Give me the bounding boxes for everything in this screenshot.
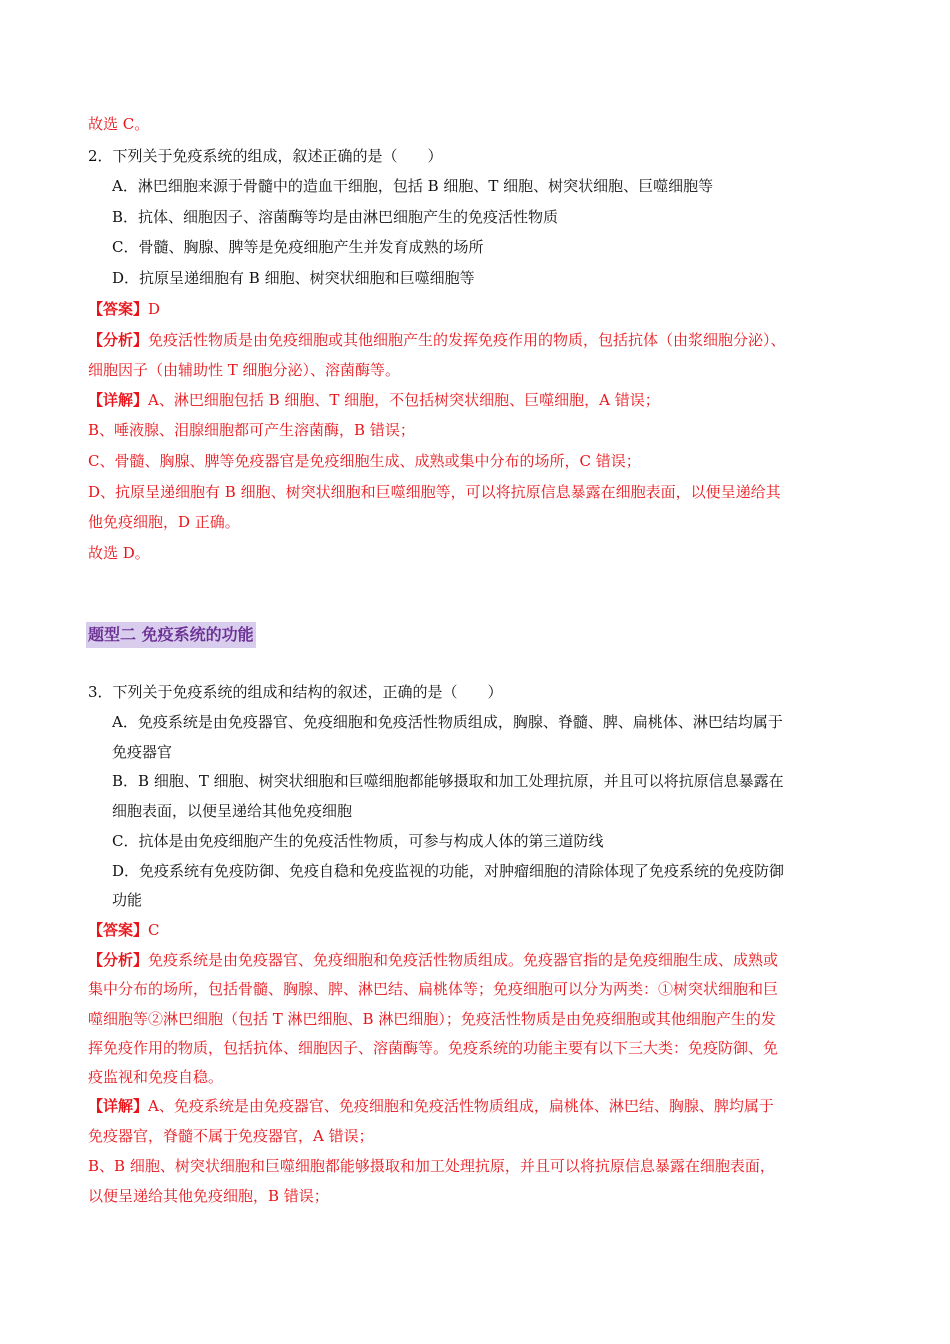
q2-stem: 2．下列关于免疫系统的组成，叙述正确的是（ ） <box>88 147 443 165</box>
q2-detail-line: B、唾液腺、泪腺细胞都可产生溶菌酶，B 错误； <box>88 421 415 439</box>
q2-analysis-line: 细胞因子（由辅助性 T 细胞分泌）、溶菌酶等。 <box>88 361 401 379</box>
q3-analysis <box>88 950 778 970</box>
q2-answer <box>88 299 160 319</box>
q3-option-c: C．抗体是由免疫细胞产生的免疫活性物质，可参与构成人体的第三道防线 <box>112 832 604 850</box>
q3-option-d: D．免疫系统有免疫防御、免疫自稳和免疫监视的功能，对肿瘤细胞的清除体现了免疫系统的免疫防御 <box>112 862 785 880</box>
q3-analysis-line: 集中分布的场所，包括骨髓、胸腺、脾、淋巴结、扁桃体等；免疫细胞可以分为两类：①树突状细胞和巨 <box>88 980 779 998</box>
detail-text: A、免疫系统是由免疫器官、免疫细胞和免疫活性物质组成，扁桃体、淋巴结、胸腺、脾均属于 <box>148 1097 774 1115</box>
q3-analysis-line: 噬细胞等②淋巴细胞（包括 T 淋巴细胞、B 淋巴细胞）；免疫活性物质是由免疫细胞或其他细胞产生的发 <box>88 1010 776 1028</box>
q3-detail-line: 以便呈递给其他免疫细胞，B 错误； <box>88 1187 329 1205</box>
analysis-tag: 【分析】 <box>88 951 149 969</box>
analysis-text: 免疫活性物质是由免疫细胞或其他细胞产生的发挥免疫作用的物质，包括抗体（由浆细胞分泌）、 <box>148 331 786 349</box>
q3-analysis-line: 疫监视和免疫自稳。 <box>88 1068 224 1086</box>
q2-detail-line: 他免疫细胞，D 正确。 <box>88 513 240 531</box>
analysis-tag: 【分析】 <box>88 331 149 349</box>
section-heading: 题型二 免疫系统的功能 <box>86 622 256 648</box>
q2-option-c: C．骨髓、胸腺、脾等是免疫细胞产生并发育成熟的场所 <box>112 238 484 256</box>
q2-analysis <box>88 330 786 350</box>
q3-option-b-cont: 细胞表面，以便呈递给其他免疫细胞 <box>112 802 353 820</box>
q3-answer <box>88 920 160 940</box>
q3-detail-line: B、B 细胞、树突状细胞和巨噬细胞都能够摄取和加工处理抗原，并且可以将抗原信息暴露在细胞表面， <box>88 1157 775 1175</box>
answer-tag: 【答案】 <box>88 921 149 939</box>
q2-detail-line: C、骨髓、胸腺、脾等免疫器官是免疫细胞生成、成熟或集中分布的场所，C 错误； <box>88 452 641 470</box>
q2-conclusion: 故选 D。 <box>88 544 150 562</box>
analysis-text: 免疫系统是由免疫器官、免疫细胞和免疫活性物质组成。免疫器官指的是免疫细胞生成、成熟或 <box>148 951 779 969</box>
detail-tag: 【详解】 <box>88 391 149 409</box>
q3-analysis-line: 挥免疫作用的物质，包括抗体、细胞因子、溶菌酶等。免疫系统的功能主要有以下三大类：免疫防御、免 <box>88 1039 779 1057</box>
q3-option-d-cont: 功能 <box>112 891 143 909</box>
detail-tag: 【详解】 <box>88 1097 149 1115</box>
detail-text: A、淋巴细胞包括 B 细胞、T 细胞，不包括树突状细胞、巨噬细胞，A 错误； <box>148 391 660 409</box>
q3-option-a: A．免疫系统是由免疫器官、免疫细胞和免疫活性物质组成，胸腺、脊髓、脾、扁桃体、淋巴结均属于 <box>112 713 783 731</box>
answer-tag: 【答案】 <box>88 300 149 318</box>
q3-detail <box>88 1096 774 1116</box>
answer-value: C <box>148 921 160 939</box>
q2-detail-line: D、抗原呈递细胞有 B 细胞、树突状细胞和巨噬细胞等，可以将抗原信息暴露在细胞表面，以便呈递给其 <box>88 483 781 501</box>
q2-option-d: D．抗原呈递细胞有 B 细胞、树突状细胞和巨噬细胞等 <box>112 269 475 287</box>
q2-detail <box>88 390 660 410</box>
q3-detail-line: 免疫器官，脊髓不属于免疫器官，A 错误； <box>88 1127 374 1145</box>
q3-stem: 3．下列关于免疫系统的组成和结构的叙述，正确的是（ ） <box>88 683 503 701</box>
q2-option-b: B．抗体、细胞因子、溶菌酶等均是由淋巴细胞产生的免疫活性物质 <box>112 208 559 226</box>
q2-option-a: A．淋巴细胞来源于骨髓中的造血干细胞，包括 B 细胞、T 细胞、树突状细胞、巨噬细胞等 <box>112 177 714 195</box>
q3-option-a-cont: 免疫器官 <box>112 743 173 761</box>
q3-option-b: B．B 细胞、T 细胞、树突状细胞和巨噬细胞都能够摄取和加工处理抗原，并且可以将抗原信息暴露在 <box>112 772 784 790</box>
q1-conclusion: 故选 C。 <box>88 115 150 133</box>
answer-value: D <box>148 300 161 318</box>
